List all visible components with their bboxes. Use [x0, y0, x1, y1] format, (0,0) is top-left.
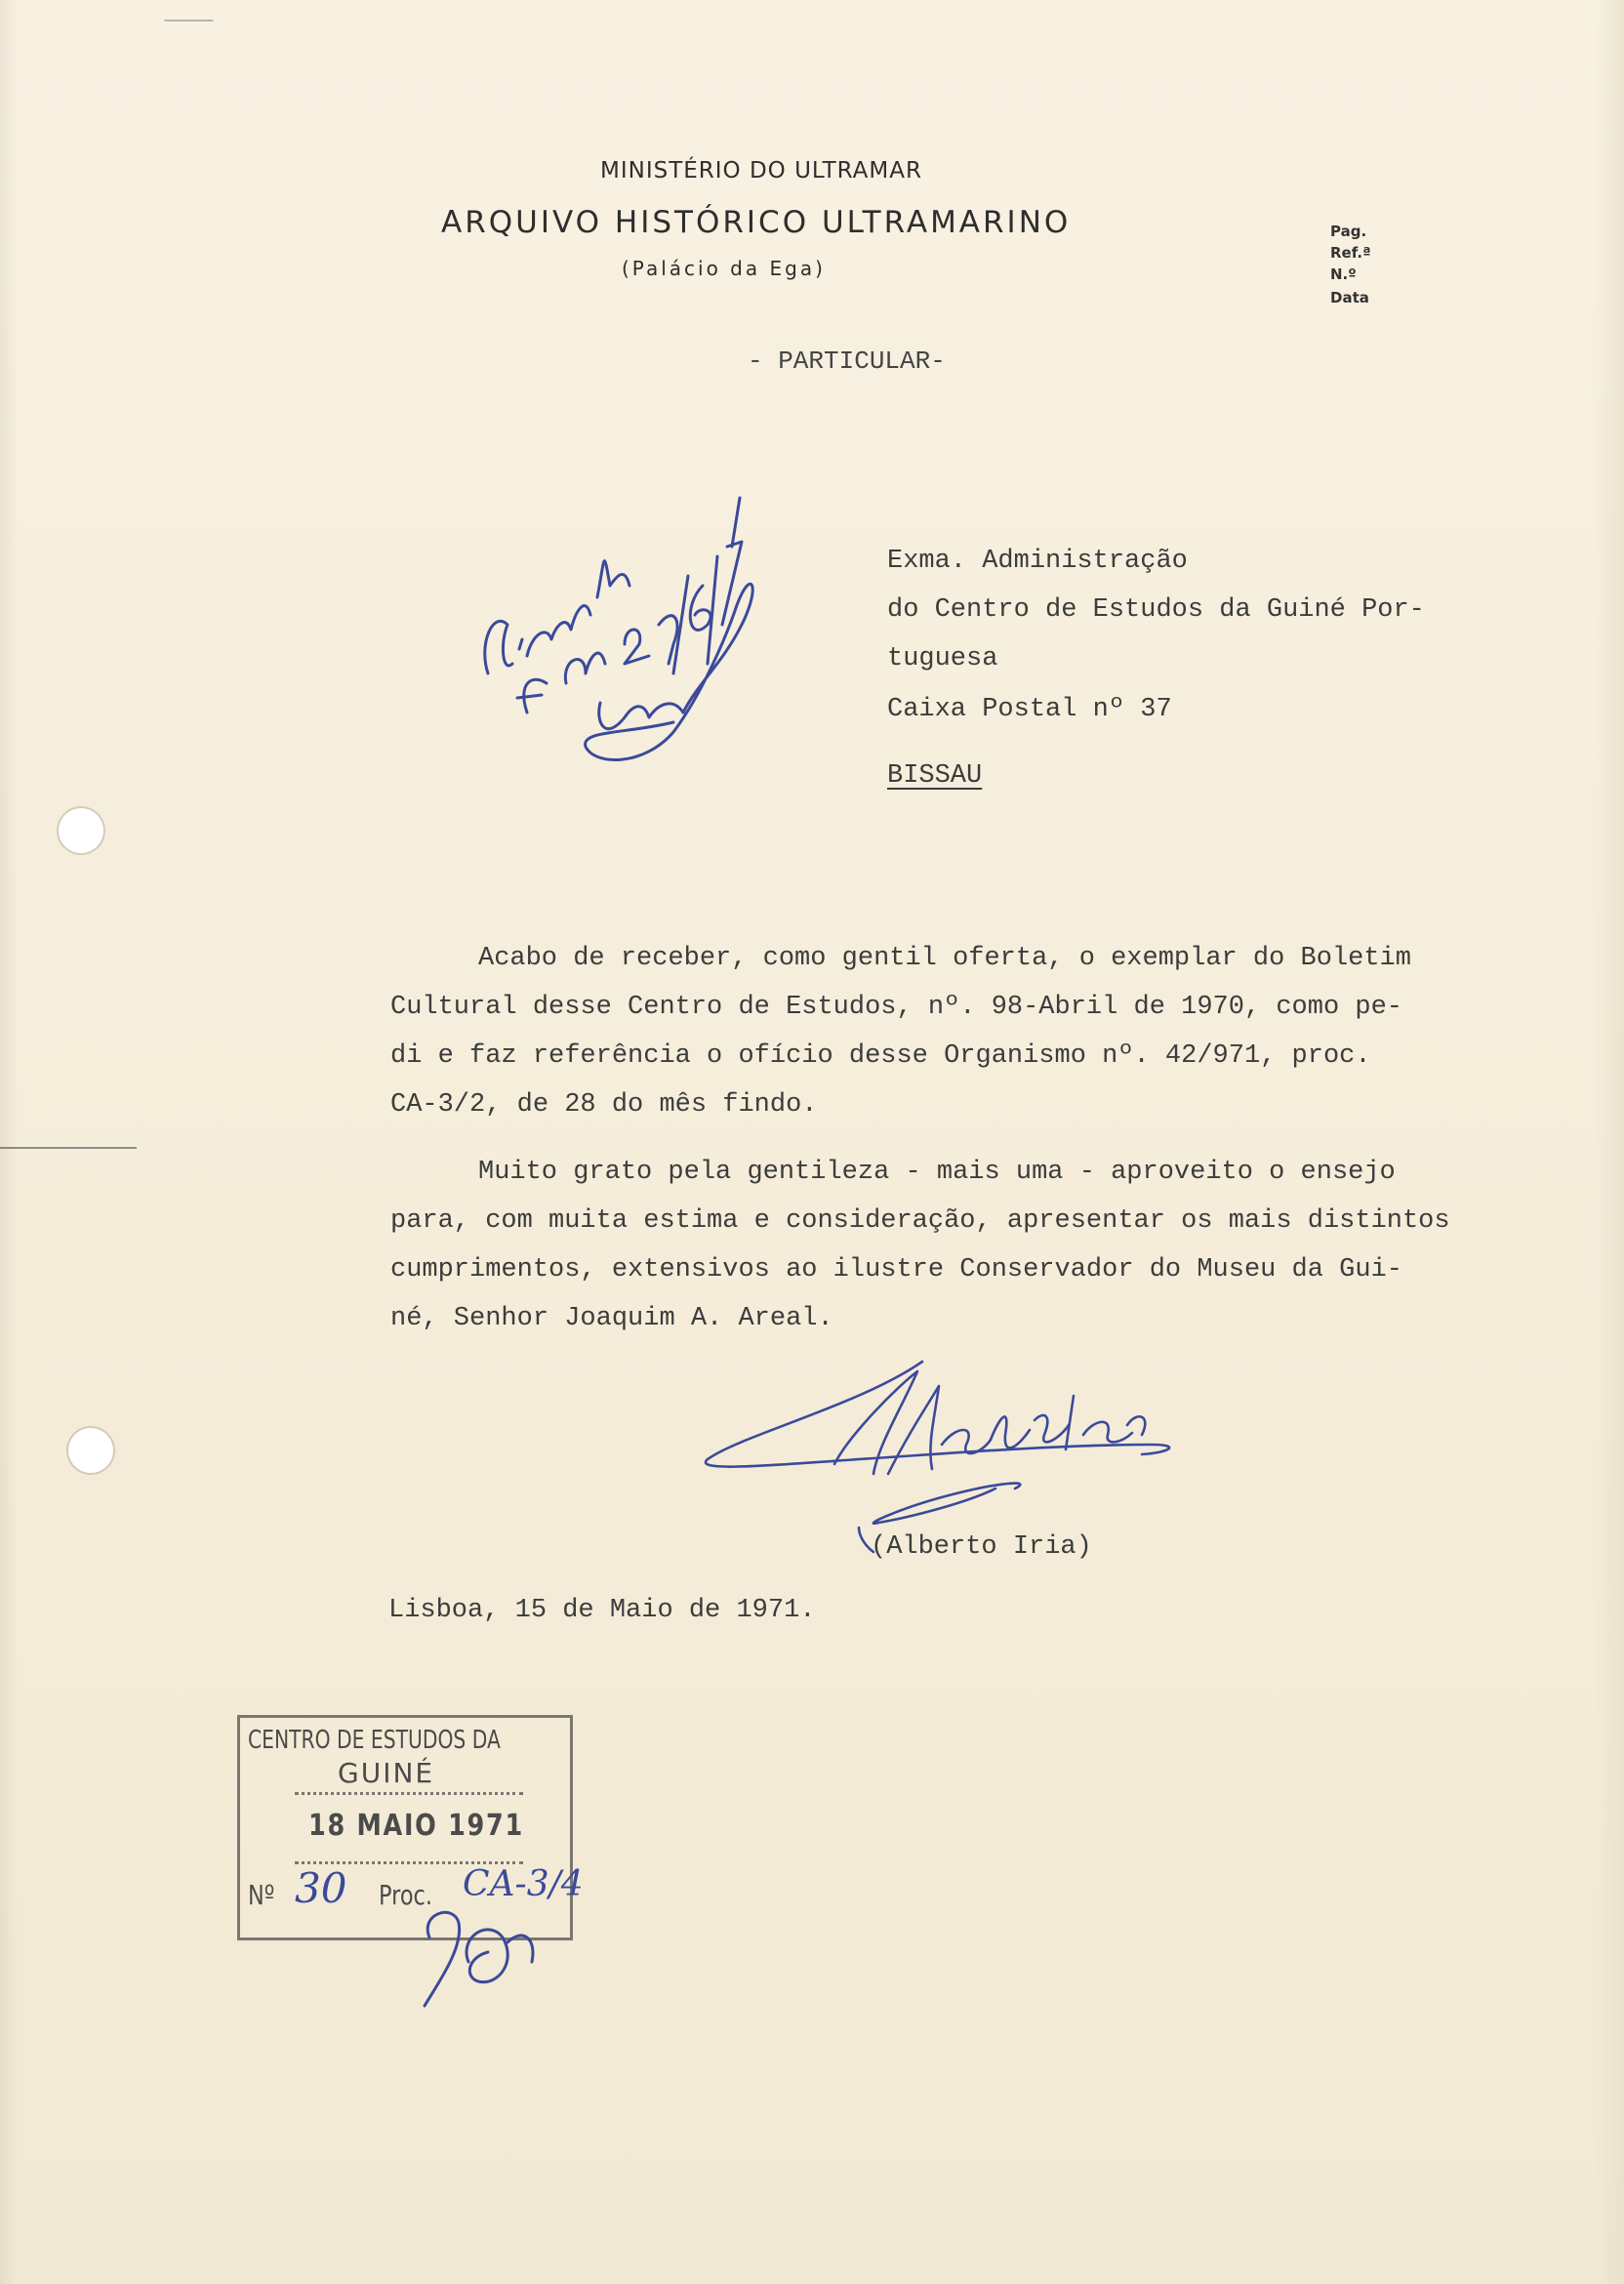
- body-p2-line-3: cumprimentos, extensivos ao ilustre Conservador do Museu da Gui-: [390, 1255, 1402, 1285]
- body-p1-line-3: di e faz referência o ofício desse Organismo nº. 42/971, proc.: [390, 1041, 1371, 1071]
- ref-pag-label: Pag.: [1330, 223, 1367, 240]
- body-p2-line-2: para, com muita estima e consideração, apresentar os mais distintos: [390, 1206, 1450, 1236]
- body-p2-line-1: Muito grato pela gentileza - mais uma - aproveito o ensejo: [478, 1158, 1396, 1187]
- palace-subheading: (Palácio da Ega): [622, 257, 826, 280]
- address-city: BISSAU: [887, 761, 983, 791]
- address-line-2: do Centro de Estudos da Guiné Por-: [887, 595, 1425, 625]
- stamp-number-value: 30: [295, 1864, 347, 1912]
- address-line-3: tuguesa: [887, 644, 998, 673]
- place-date: Lisboa, 15 de Maio de 1971.: [388, 1596, 816, 1625]
- archive-heading: ARQUIVO HISTÓRICO ULTRAMARINO: [441, 205, 1072, 240]
- classification-label: - PARTICULAR-: [748, 347, 946, 376]
- stamp-proc-label: Proc.: [379, 1879, 432, 1911]
- body-p2-line-4: né, Senhor Joaquim A. Areal.: [390, 1304, 833, 1333]
- body-p1-line-1: Acabo de receber, como gentil oferta, o exemplar do Boletim: [478, 944, 1411, 973]
- ref-ref-label: Ref.ª: [1330, 244, 1371, 262]
- ref-number-label: N.º: [1330, 265, 1357, 283]
- body-p1-line-4: CA-3/2, de 28 do mês findo.: [390, 1090, 818, 1120]
- stamp-proc-value: CA-3/4: [463, 1864, 584, 1904]
- stamp-number-label: Nº: [248, 1879, 275, 1911]
- stamp-line-1: CENTRO DE ESTUDOS DA: [248, 1726, 501, 1755]
- stamp-line-2: GUINÉ: [338, 1757, 435, 1789]
- signature-name: (Alberto Iria): [871, 1532, 1092, 1562]
- stamp-date: 18 MAIO 1971: [308, 1809, 524, 1843]
- ref-date-label: Data: [1330, 289, 1369, 306]
- address-line-4: Caixa Postal nº 37: [887, 695, 1172, 724]
- address-line-1: Exma. Administração: [887, 547, 1188, 576]
- body-p1-line-2: Cultural desse Centro de Estudos, nº. 98-Abril de 1970, como pe-: [390, 993, 1402, 1022]
- ministry-heading: MINISTÉRIO DO ULTRAMAR: [600, 158, 922, 184]
